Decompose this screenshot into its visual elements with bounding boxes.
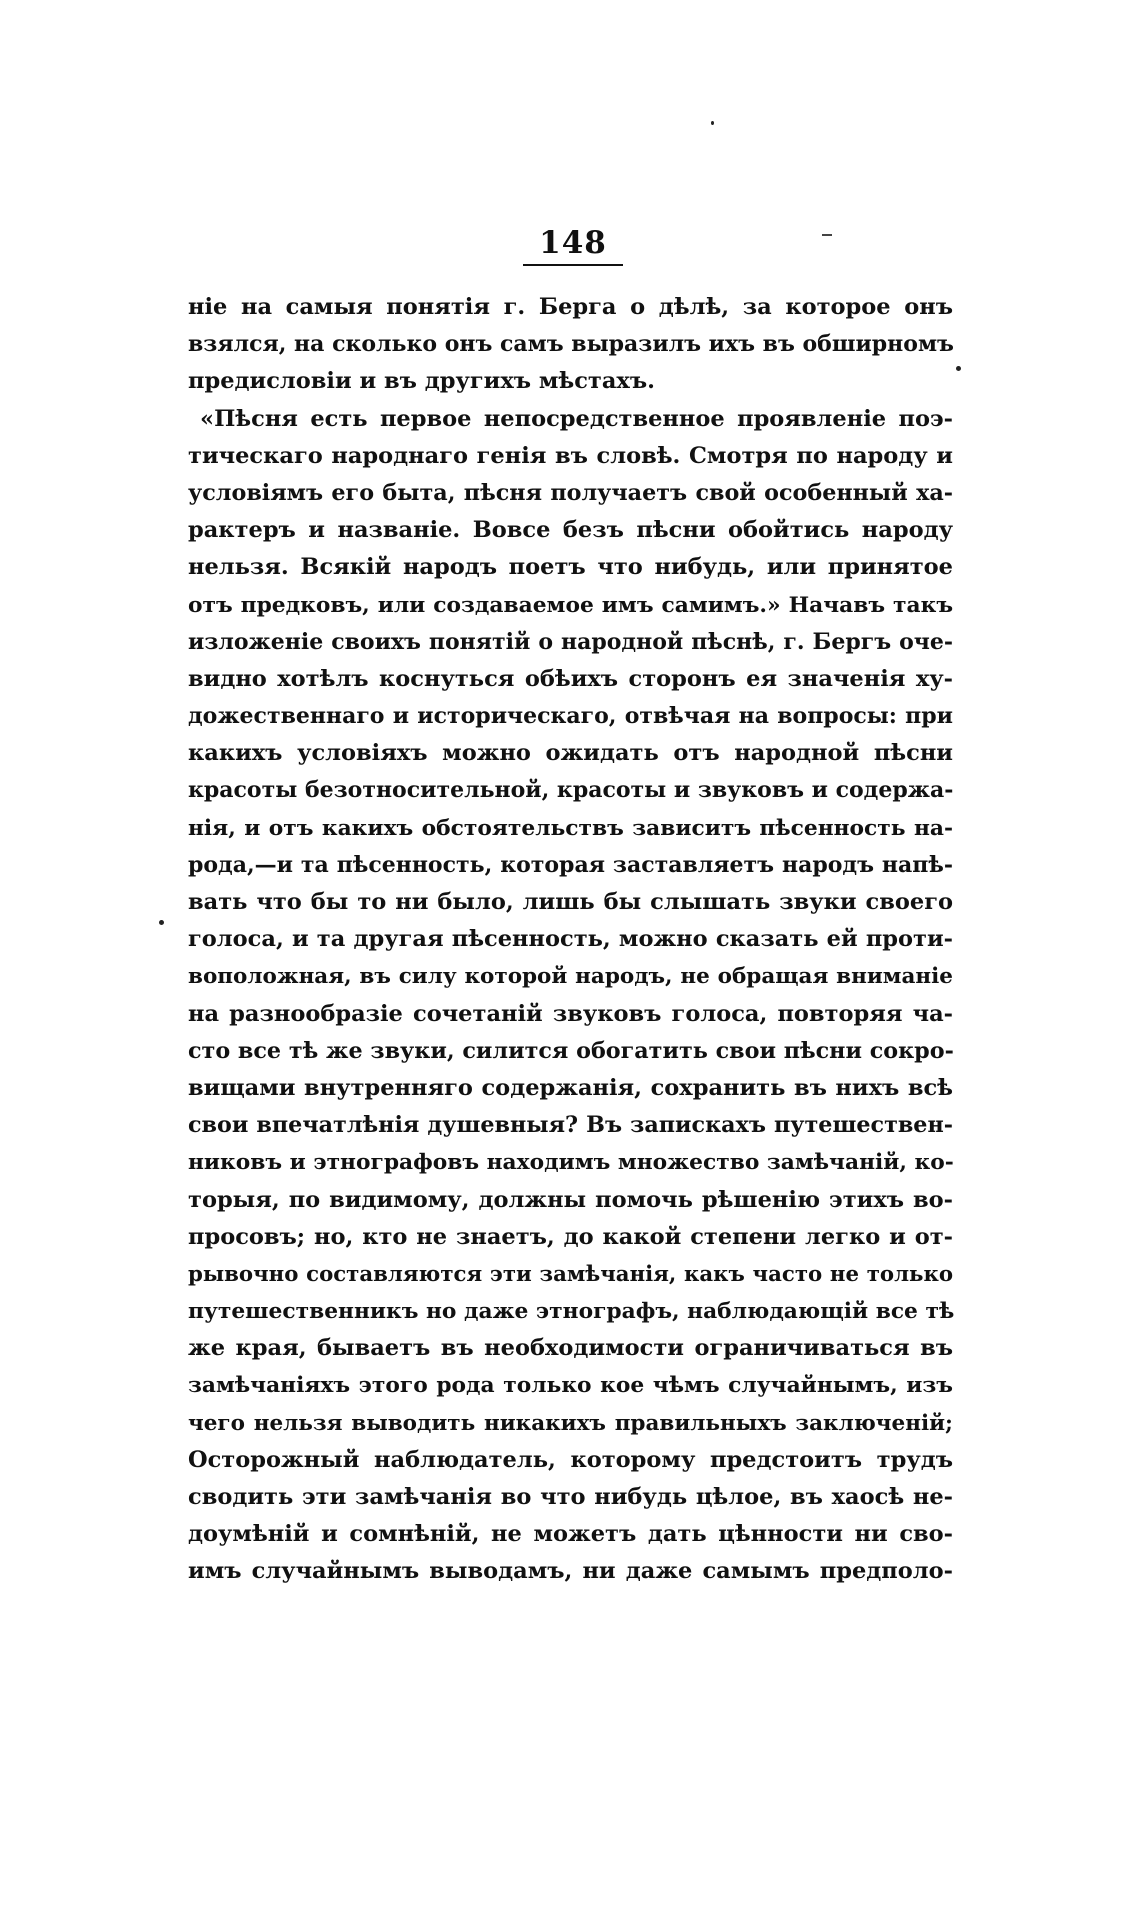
text-line: торыя, по видимому, должны помочь рѣшенію этихъ во- (188, 1186, 953, 1213)
text-line: сто все тѣ же звуки, силится обогатить свои пѣсни сокро- (188, 1037, 954, 1064)
text-line: вищами внутренняго содержанія, сохранить въ нихъ всѣ (188, 1074, 953, 1101)
page-number: 148 (539, 225, 607, 261)
text-line: какихъ условіяхъ можно ожидать отъ народной пѣсни (188, 740, 953, 767)
text-line: «Пѣсня есть первое непосредственное проявленіе поэ- (200, 405, 953, 432)
margin-dash-mark (822, 234, 832, 236)
text-line: взялся, на сколько онъ самъ выразилъ ихъ въ обширномъ (188, 331, 954, 358)
text-line: нельзя. Всякій народъ поетъ что нибудь, или принятое (188, 554, 953, 581)
text-line: тическаго народнаго генія въ словѣ. Смотря по народу и (188, 442, 953, 469)
text-line: замѣчаніяхъ этого рода только кое чѣмъ случайнымъ, изъ (188, 1373, 953, 1399)
text-line: голоса, и та другая пѣсенность, можно сказать ей проти- (188, 926, 953, 953)
ink-speck (956, 366, 961, 371)
text-line: отъ предковъ, или создаваемое имъ самимъ.» Начавъ такъ (188, 592, 953, 618)
text-line: вать что бы то ни было, лишь бы слышать звуки своего (188, 889, 953, 915)
text-line: путешественникъ но даже этнографъ, наблюдающій все тѣ (188, 1299, 955, 1325)
text-line: дожественнаго и историческаго, отвѣчая на вопросы: при (188, 703, 953, 730)
text-line: на разнообразіе сочетаній звуковъ голоса, повторяя ча- (188, 1000, 953, 1027)
text-line: условіямъ его быта, пѣсня получаетъ свой особенный ха- (188, 479, 953, 506)
text-line: чего нельзя выводить никакихъ правильныхъ заключеній; (188, 1410, 953, 1436)
text-line: изложеніе своихъ понятій о народной пѣснѣ, г. Бергъ оче- (188, 628, 953, 655)
text-line: рывочно составляются эти замѣчанія, какъ часто не только (188, 1261, 953, 1287)
text-line: воположная, въ силу которой народъ, не обращая вниманіе (188, 964, 953, 990)
body-text (188, 289, 953, 1591)
text-line: ніе на самыя понятія г. Берга о дѣлѣ, за которое онъ (188, 294, 953, 320)
text-line: просовъ; но, кто не знаетъ, до какой степени легко и от- (188, 1223, 953, 1250)
text-line: видно хотѣлъ коснуться обѣихъ сторонъ ея значенія ху- (188, 665, 953, 692)
text-line: же края, бываетъ въ необходимости ограничиваться въ (188, 1335, 953, 1362)
ink-speck (159, 920, 164, 925)
text-line: сводить эти замѣчанія во что нибудь цѣлое, въ хаосѣ не- (188, 1484, 953, 1510)
text-line: никовъ и этнографовъ находимъ множество замѣчаній, ко- (188, 1150, 954, 1176)
text-line: рода,—и та пѣсенность, которая заставляетъ народъ напѣ- (188, 851, 953, 878)
text-line: нія, и отъ какихъ обстоятельствъ зависитъ пѣсенность на- (188, 815, 953, 841)
text-line: рактеръ и названіе. Вовсе безъ пѣсни обойтись народу (188, 517, 953, 544)
text-line: красоты безотносительной, красоты и звуковъ и содержа- (188, 777, 954, 804)
text-line: Осторожный наблюдатель, которому предстоитъ трудъ (188, 1446, 953, 1473)
text-line: имъ случайнымъ выводамъ, ни даже самымъ предполо- (188, 1558, 953, 1585)
text-line: свои впечатлѣнія душевныя? Въ запискахъ путешествен- (188, 1112, 953, 1139)
ink-speck (711, 121, 714, 125)
text-line: предисловіи и въ другихъ мѣстахъ. (188, 368, 655, 395)
text-line: доумѣній и сомнѣній, не можетъ дать цѣнности ни сво- (188, 1521, 953, 1548)
page-number-rule (523, 264, 623, 266)
